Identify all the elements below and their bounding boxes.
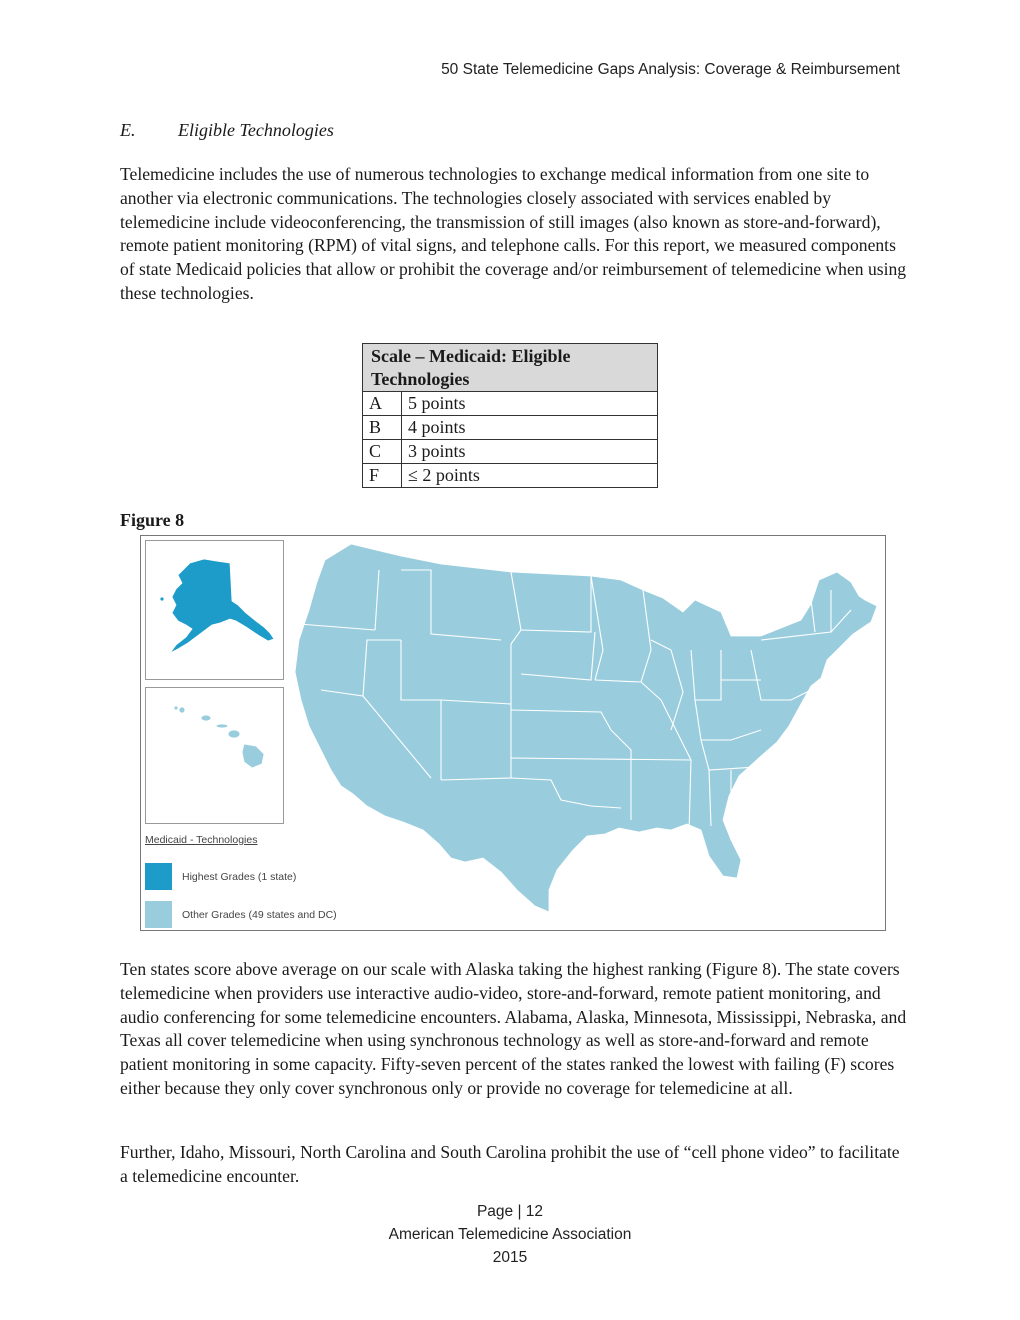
alaska-islands xyxy=(154,653,164,659)
intro-paragraph: Telemedicine includes the use of numerous technologies to exchange medical information from one site to another via electronic communications. The technologies closely associated with services enabled by telemedicine include videoconferencing, the transmission of still images (also known as store-and-forward), remote patient monitoring (RPM) of vital signs, and telephone calls. For this report, we measured components of state Medicaid policies that allow or prohibit the coverage and/or reimbursement of telemedicine when using these technologies. xyxy=(120,164,907,303)
page-number: Page | 12 xyxy=(476,1203,544,1220)
section-number: E. xyxy=(120,120,136,140)
points-cell: 5 points xyxy=(402,392,658,416)
footer-year: 2015 xyxy=(492,1249,528,1266)
legend-label: Other Grades (49 states and DC) xyxy=(182,909,337,921)
legend-title: Medicaid - Technologies xyxy=(145,834,258,846)
legend-swatch-highest xyxy=(145,863,172,890)
table-row xyxy=(363,464,658,488)
hawaii-island-kauai xyxy=(179,707,185,713)
figure-label: Figure 8 xyxy=(120,510,185,530)
contiguous-us xyxy=(295,544,877,912)
grade-cell: B xyxy=(363,416,402,440)
us-map-figure xyxy=(140,535,886,931)
points-cell: 4 points xyxy=(402,416,658,440)
scale-table-title: Scale – Medicaid: Eligible Technologies xyxy=(363,344,658,392)
hawaii-island-maui xyxy=(228,730,240,738)
grade-cell: C xyxy=(363,440,402,464)
further-paragraph: Further, Idaho, Missouri, North Carolina and South Carolina prohibit the use of “cell phone video” to facilitate a telemedicine encounter. xyxy=(120,1142,900,1186)
alaska-map xyxy=(146,541,283,679)
table-row xyxy=(363,392,658,416)
footer-organization: American Telemedicine Association xyxy=(388,1226,632,1243)
grade-cell: F xyxy=(363,464,402,488)
alaska-inset xyxy=(145,540,284,680)
table-row xyxy=(363,440,658,464)
contiguous-us-map xyxy=(291,540,885,928)
grade-cell: A xyxy=(363,392,402,416)
hawaii-island-oahu xyxy=(201,715,211,721)
hawaii-island-niihau xyxy=(174,706,178,710)
state-hawaii xyxy=(242,744,264,768)
alaska-island xyxy=(160,597,164,601)
points-cell: 3 points xyxy=(402,440,658,464)
hawaii-map xyxy=(146,688,283,823)
hawaii-island-molokai xyxy=(216,724,228,728)
legend-label: Highest Grades (1 state) xyxy=(182,871,297,883)
scale-table-header xyxy=(363,344,658,392)
legend-swatch-other xyxy=(145,901,172,928)
section-title: Eligible Technologies xyxy=(178,120,334,140)
results-paragraph: Ten states score above average on our scale with Alaska taking the highest ranking (Figure 8). The state covers telemedicine when providers use interactive audio-video, store-and-forward, remote patient monitoring, and audio conferencing for some telemedicine encounters. Alabama, Alaska, Minnesota, Mississippi, Nebraska, and Texas all cover telemedicine when using synchronous technology as well as store-and-forward and remote patient monitoring in some capacity. Fifty-seven percent of the states ranked the lowest with failing (F) scores either because they only cover synchronous only or provide no coverage for telemedicine at all. xyxy=(120,959,907,1098)
state-alaska xyxy=(170,559,274,653)
points-cell: ≤ 2 points xyxy=(402,464,658,488)
scale-table xyxy=(362,343,658,488)
state-border xyxy=(751,770,821,800)
table-row xyxy=(363,416,658,440)
hawaii-inset xyxy=(145,687,284,824)
running-header: 50 State Telemedicine Gaps Analysis: Coverage & Reimbursement xyxy=(441,61,900,78)
section-heading xyxy=(120,120,334,141)
